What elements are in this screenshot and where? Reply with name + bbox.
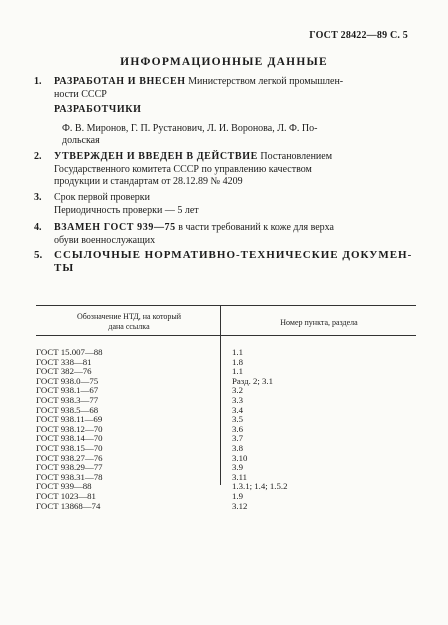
- table-cell-clause: 3.8: [232, 442, 243, 453]
- table-cell-clause: 3.9: [232, 462, 243, 473]
- table-cell-document: ГОСТ 938.5—68: [36, 404, 99, 415]
- item-2: [34, 151, 414, 189]
- item-4-number: 4.: [34, 222, 42, 233]
- item-5: [34, 249, 414, 275]
- item-3-line1: Срок первой проверки: [54, 192, 150, 203]
- developers-block: [34, 104, 414, 148]
- item-1: [34, 76, 414, 101]
- item-3-number: 3.: [34, 192, 42, 203]
- item-4-lead: ВЗАМЕН ГОСТ 939—75: [54, 222, 176, 233]
- table-cell-document: ГОСТ 939—88: [36, 481, 92, 492]
- table-cell-clause: 3.7: [232, 433, 243, 444]
- developers-l1: Ф. В. Миронов, Г. П. Рустанович, Л. И. Воронова, Л. Ф. По-: [62, 122, 318, 134]
- table-cell-clause: 3.5: [232, 414, 243, 425]
- item-2-text-l1: Постановлением: [257, 151, 333, 162]
- item-5-line2: ТЫ: [54, 262, 75, 274]
- table-cell-document: ГОСТ 938.15—70: [36, 442, 103, 453]
- table-cell-clause: 1.1: [232, 366, 243, 377]
- table-cell-clause: 3.10: [232, 452, 248, 463]
- table-cell-clause: 3.3: [232, 394, 243, 405]
- item-5-line1: ССЫЛОЧНЫЕ НОРМАТИВНО-ТЕХНИЧЕСКИЕ ДОКУМЕН-: [54, 249, 413, 261]
- table-cell-document: ГОСТ 938.11—69: [36, 414, 103, 425]
- table-header-rule: [36, 335, 416, 336]
- item-3: [34, 192, 414, 217]
- table-cell-document: ГОСТ 938.29—77: [36, 462, 103, 473]
- table-cell-clause: 1.9: [232, 490, 243, 501]
- reference-table: [36, 348, 416, 511]
- page-header: ГОСТ 28422—89 С. 5: [309, 30, 408, 41]
- table-cell-document: ГОСТ 1023—81: [36, 490, 96, 501]
- item-1-text-l2: ности СССР: [54, 88, 107, 100]
- table-cell-document: ГОСТ 13868—74: [36, 500, 101, 511]
- section-title: ИНФОРМАЦИОННЫЕ ДАННЫЕ: [120, 56, 328, 68]
- item-3-line2: Периодичность проверки — 5 лет: [54, 204, 199, 216]
- table-col1-header: [44, 312, 214, 332]
- item-5-number: 5.: [34, 249, 43, 261]
- item-2-number: 2.: [34, 151, 42, 162]
- table-cell-clause: 3.4: [232, 404, 243, 415]
- table-row: [36, 358, 416, 368]
- item-4-text-l2: обуви военнослужащих: [54, 234, 156, 246]
- table-cell-clause: 3.12: [232, 500, 248, 511]
- table-col1-header-l2: дана ссылка: [108, 322, 150, 331]
- item-2-lead: УТВЕРЖДЕН И ВВЕДЕН В ДЕЙСТВИЕ: [54, 151, 258, 162]
- table-row: [36, 502, 416, 512]
- item-1-text-l1: Министерством легкой промышлен-: [185, 76, 344, 87]
- developers-heading: РАЗРАБОТЧИКИ: [54, 104, 142, 115]
- table-cell-document: ГОСТ 338—81: [36, 356, 92, 367]
- table-cell-document: ГОСТ 938.12—70: [36, 423, 103, 434]
- item-2-text-l2: Государственного комитета СССР по управлению качеством: [54, 163, 312, 175]
- table-cell-document: ГОСТ 938.27—76: [36, 452, 103, 463]
- table-top-rule: [36, 305, 416, 306]
- table-cell-clause: 1.8: [232, 356, 243, 367]
- table-row: [36, 348, 416, 358]
- table-cell-document: ГОСТ 938.3—77: [36, 394, 99, 405]
- table-cell-document: ГОСТ 938.0—75: [36, 375, 99, 386]
- table-cell-document: ГОСТ 938.14—70: [36, 433, 103, 444]
- table-cell-document: ГОСТ 15.007—88: [36, 347, 103, 357]
- table-cell-clause: 3.6: [232, 423, 243, 434]
- table-cell-clause: 3.11: [232, 471, 248, 482]
- table-cell-clause: Разд. 2; 3.1: [232, 375, 274, 386]
- item-1-number: 1.: [34, 76, 42, 87]
- item-2-text-l3: продукции и стандартам от 28.12.89 № 4209: [54, 176, 243, 187]
- table-cell-document: ГОСТ 938.31—78: [36, 471, 103, 482]
- table-cell-clause: 1.3.1; 1.4; 1.5.2: [232, 481, 288, 492]
- item-1-lead: РАЗРАБОТАН И ВНЕСЕН: [54, 76, 186, 87]
- item-4: [34, 222, 414, 247]
- table-col1-header-l1: Обозначение НТД, на который: [76, 312, 182, 321]
- table-cell-clause: 3.2: [232, 385, 243, 396]
- table-cell-document: ГОСТ 382—76: [36, 366, 92, 377]
- item-4-text-l1: в части требований к коже для верха: [175, 222, 334, 233]
- developers-l2: дольская: [62, 135, 100, 146]
- table-cell-document: ГОСТ 938.1—67: [36, 385, 99, 396]
- table-row: [36, 473, 416, 483]
- table-col2-header: Номер пункта, раздела: [280, 318, 358, 327]
- table-cell-clause: 1.1: [232, 347, 243, 357]
